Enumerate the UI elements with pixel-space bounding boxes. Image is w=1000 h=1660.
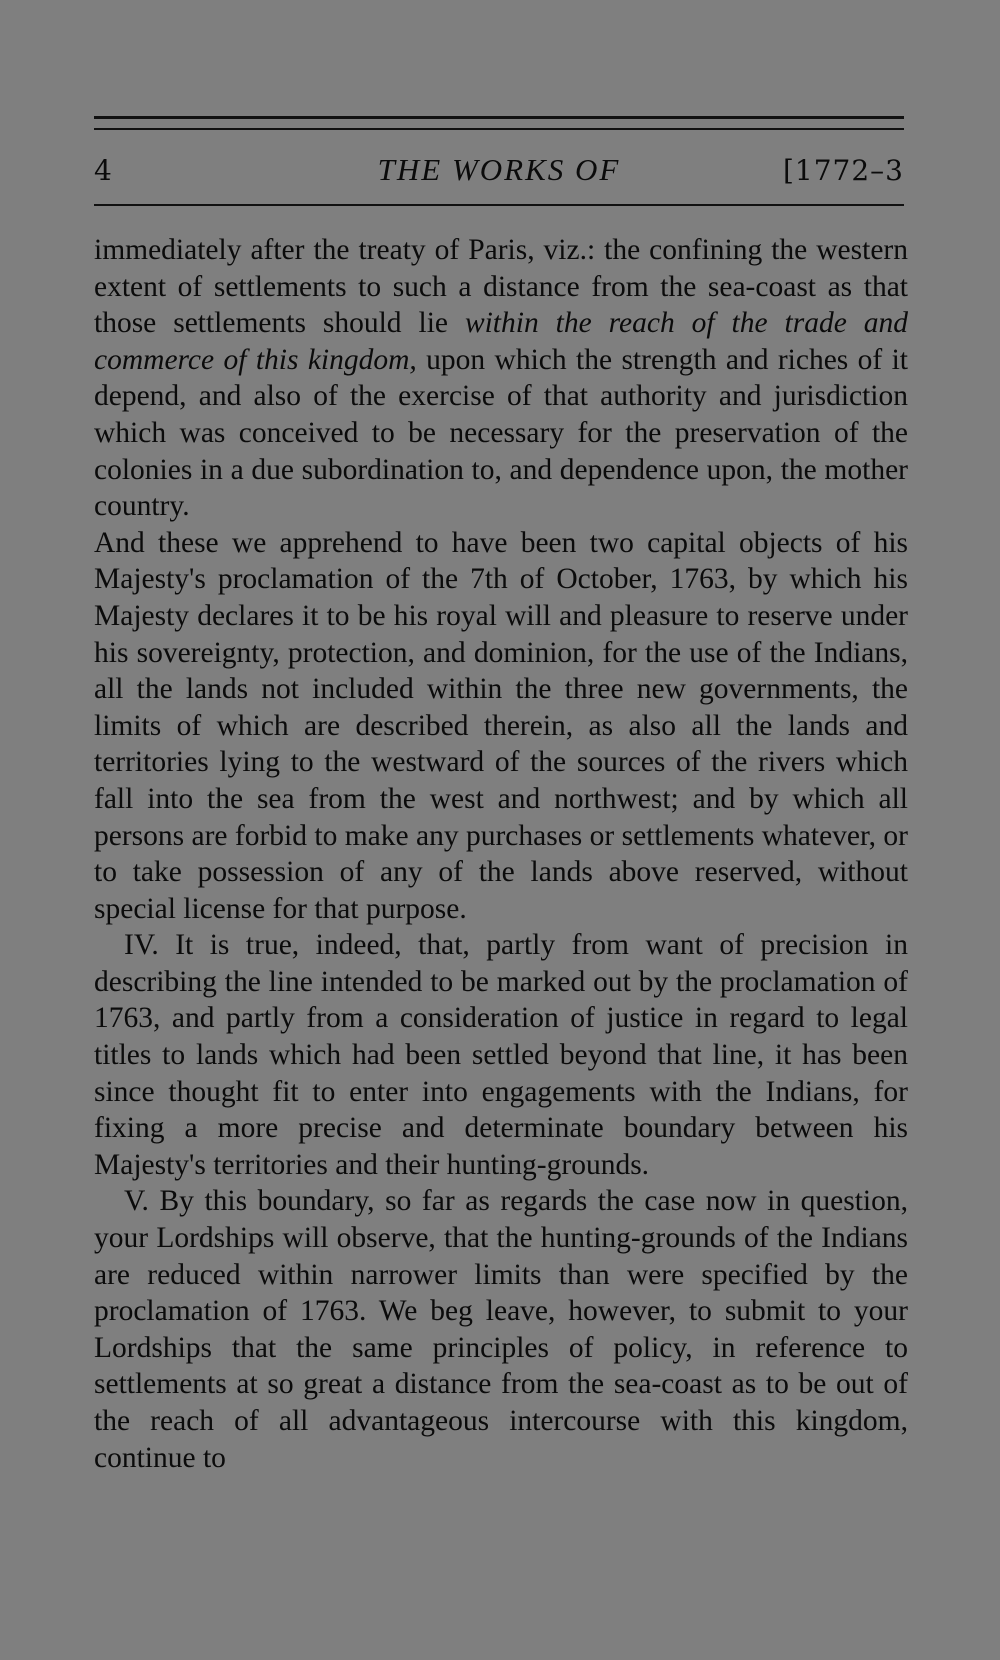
body-text <box>94 232 908 1476</box>
top-double-rule-lower <box>94 128 904 130</box>
paragraph-section-v: V. By this boundary, so far as regards the case now in question, your Lordships will observe, that the hunting-grounds of the Indians are reduced within narrower limits than were specified by the proclamation of 1763. We beg leave, however, to submit to your Lordships that the same principles of policy, in reference to settlements at so great a distance from the sea-coast as to be out of the reach of all advantageous intercourse with this kingdom, continue to <box>94 1185 908 1474</box>
running-header <box>94 150 904 190</box>
page-number: 4 <box>94 153 113 187</box>
paragraph: And these we apprehend to have been two capital objects of his Majesty's proclamation of the 7th of October, 1763, by which his Majesty declares it to be his royal will and pleasure to reserve under his sovereignty, protection, and dominion, for the use of the Indians, all the lands not included within the three new governments, the limits of which are described therein, as also all the lands and territories lying to the westward of the sources of the rivers which fall into the sea from the west and northwest; and by which all persons are forbid to make any purchases or settlements whatever, or to take possession of any of the lands above reserved, without special license for that purpose. <box>94 526 908 925</box>
paragraph-text: upon which the strength and riches of it depend, and also of the exercise of that authority and jurisdiction which was conceived to be necessary for the preservation of the colonies in a due subordination to, and dependence upon, the mother country. <box>94 343 908 523</box>
header-rule <box>94 204 904 206</box>
top-double-rule-upper <box>94 116 904 119</box>
running-title: THE WORKS OF <box>377 152 621 187</box>
paragraph-section-iv: IV. It is true, indeed, that, partly from want of precision in describing the line intended to be marked out by the proclamation of 1763, and partly from a consideration of justice in regard to legal titles to lands which had been settled beyond that line, it has been since thought fit to enter into engagements with the Indians, for fixing a more precise and determinate boundary between his Majesty's territories and their hunting-grounds. <box>94 929 908 1181</box>
italic-phrase: within the reach of the trade and commerce of this kingdom, <box>94 307 908 376</box>
paragraph-continuation <box>94 232 908 525</box>
date-range: [1772–3 <box>783 153 904 187</box>
paragraph-text: immediately after the treaty of Paris, viz.: the confining the western extent of settlements to such a distance from the sea-coast as that those settlements should lie <box>94 234 908 340</box>
